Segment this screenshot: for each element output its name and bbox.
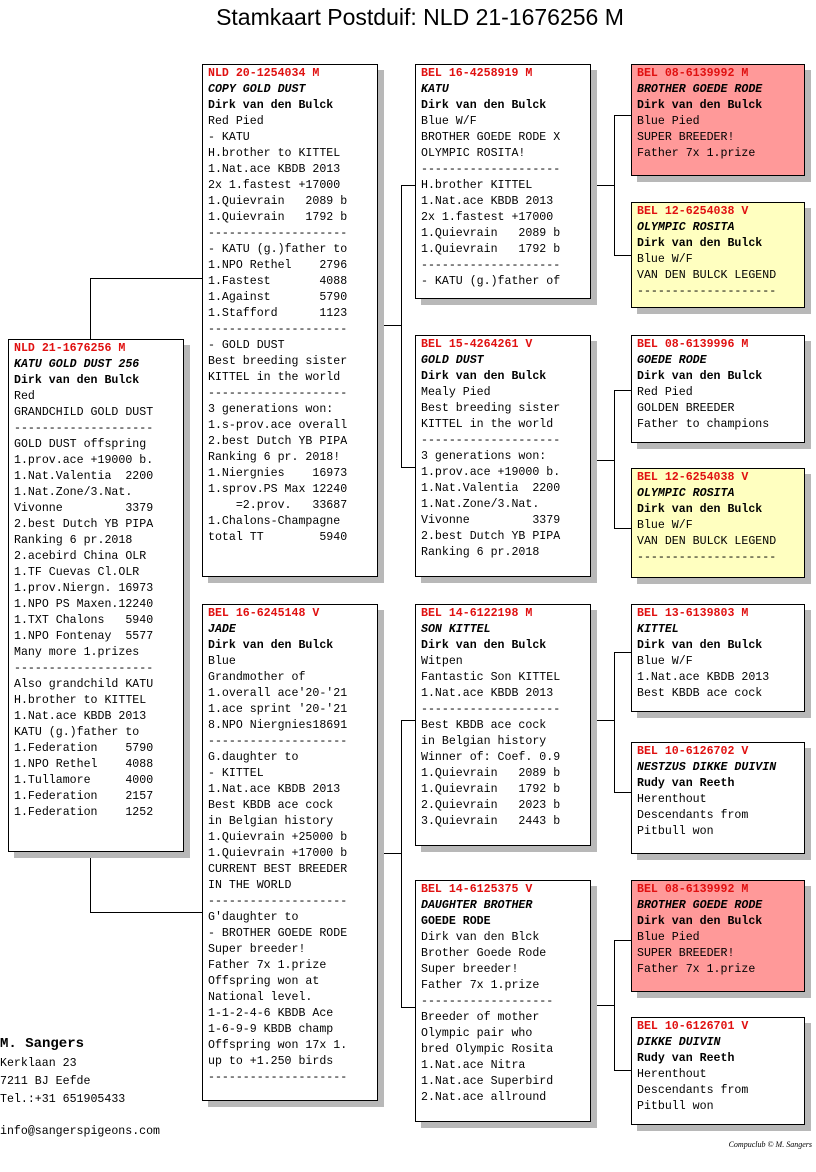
ring-number: BEL 12-6254038 V	[637, 205, 749, 218]
card-line: Descendants from	[637, 809, 749, 822]
connector-line	[614, 940, 632, 941]
card-line: H.brother to KITTEL	[208, 147, 341, 160]
pedigree-card-ssd	[631, 202, 805, 308]
card-line: 1.Nat.Zone/3.Nat.	[14, 486, 133, 499]
pedigree-card-sire	[202, 64, 378, 577]
card-line: Vivonne 3379	[421, 514, 561, 527]
card-line: 1.Quievrain 1792 b	[421, 783, 561, 796]
card-line: Ranking 6 pr.2018	[421, 546, 540, 559]
card-line: Blue W/F	[421, 115, 477, 128]
connector-line	[614, 115, 632, 116]
card-line: BROTHER GOEDE RODE X	[421, 131, 561, 144]
breeder-name: Dirk van den Bulck	[637, 915, 763, 928]
card-line: Dirk van den Blck	[421, 931, 540, 944]
card-line: Vivonne 3379	[14, 502, 154, 515]
pigeon-name: DAUGHTER BROTHER	[421, 899, 533, 912]
card-line: Best KBDB ace cock	[208, 799, 334, 812]
connector-line	[90, 912, 204, 913]
card-line: 2.acebird China OLR	[14, 550, 147, 563]
card-line: GOLDEN BREEDER	[637, 402, 735, 415]
card-line: --------------------	[421, 703, 561, 716]
breeder-name: GOEDE RODE	[421, 915, 491, 928]
card-line: 3.Quievrain 2443 b	[421, 815, 561, 828]
card-line: Also grandchild KATU	[14, 678, 154, 691]
card-line: 1.Against 5790	[208, 291, 348, 304]
pedigree-card-sss	[631, 64, 805, 176]
card-line: 1.prov.ace +19000 b.	[421, 466, 561, 479]
card-line: Father 7x 1.prize	[208, 959, 327, 972]
card-line: Breeder of mother	[421, 1011, 540, 1024]
card-line: Winner of: Coef. 0.9	[421, 751, 561, 764]
card-line: up to +1.250 birds	[208, 1055, 334, 1068]
card-line: Father 7x 1.prize	[637, 963, 756, 976]
breeder-name: Dirk van den Bulck	[637, 370, 763, 383]
card-line: Best KBDB ace cock	[637, 687, 763, 700]
pigeon-name: KATU GOLD DUST 256	[14, 358, 140, 371]
card-line: 1.s-prov.ace overall	[208, 419, 348, 432]
pedigree-card-dsd	[631, 742, 805, 854]
connector-line	[383, 853, 401, 854]
card-line: 3 generations won:	[208, 403, 334, 416]
card-line: Super breeder!	[421, 963, 519, 976]
card-line: 2.Nat.ace allround	[421, 1091, 547, 1104]
card-line: 1.Quievrain +25000 b	[208, 831, 348, 844]
card-line: Descendants from	[637, 1084, 749, 1097]
pigeon-name: GOLD DUST	[421, 354, 484, 367]
breeder-name: Dirk van den Bulck	[637, 99, 763, 112]
card-line: Red	[14, 390, 35, 403]
card-line: --------------------	[208, 323, 348, 336]
card-line: 1.Federation 1252	[14, 806, 154, 819]
card-line: Witpen	[421, 655, 463, 668]
breeder-name: Rudy van Reeth	[637, 777, 735, 790]
card-line: GOLD DUST offspring	[14, 438, 147, 451]
card-line: --------------------	[208, 387, 348, 400]
card-line: H.brother to KITTEL	[14, 694, 147, 707]
card-line: SUPER BREEDER!	[637, 947, 735, 960]
ring-number: BEL 10-6126701 V	[637, 1020, 749, 1033]
card-line: 2x 1.fastest +17000	[421, 211, 554, 224]
card-line: 1.Nat.ace Nitra	[421, 1059, 526, 1072]
owner-info	[0, 1035, 160, 1141]
card-line: 1.sprov.PS Max 12240	[208, 483, 348, 496]
pigeon-name: OLYMPIC ROSITA	[637, 487, 735, 500]
card-line: --------------------	[421, 434, 561, 447]
pigeon-name: OLYMPIC ROSITA	[637, 221, 735, 234]
pedigree-card-dss	[631, 604, 805, 712]
card-line: --------------------	[637, 285, 777, 298]
card-line: Blue W/F	[637, 253, 693, 266]
ring-number: BEL 16-6245148 V	[208, 607, 320, 620]
card-line: 1.NPO Rethel 2796	[208, 259, 348, 272]
card-line: in Belgian history	[421, 735, 547, 748]
card-line: 1.Federation 5790	[14, 742, 154, 755]
card-line: 2.best Dutch YB PIPA	[421, 530, 561, 543]
card-line: 1.Nat.ace KBDB 2013	[637, 671, 770, 684]
pigeon-name: DIKKE DUIVIN	[637, 1036, 721, 1049]
card-line: Red Pied	[208, 115, 264, 128]
connector-line	[614, 255, 632, 256]
card-line: IN THE WORLD	[208, 879, 292, 892]
card-line: OLYMPIC ROSITA!	[421, 147, 526, 160]
card-line: Blue Pied	[637, 115, 700, 128]
card-line: 1.NPO Rethel 4088	[14, 758, 154, 771]
pigeon-name: COPY GOLD DUST	[208, 83, 306, 96]
card-line: 1.Nat.Valentia 2200	[421, 482, 561, 495]
card-line: 2.Quievrain 2023 b	[421, 799, 561, 812]
pedigree-card-ddd	[631, 1017, 805, 1125]
connector-line	[401, 720, 402, 1007]
card-line: 1.Nat.ace Superbird	[421, 1075, 554, 1088]
card-line: --------------------	[208, 735, 348, 748]
card-line: Blue W/F	[637, 655, 693, 668]
card-line: 1.ace sprint '20-'21	[208, 703, 348, 716]
owner-email[interactable]: info@sangerspigeons.com	[0, 1125, 161, 1138]
ring-number: BEL 14-6125375 V	[421, 883, 533, 896]
card-line: Herenthout	[637, 793, 707, 806]
card-line: KATU (g.)father to	[14, 726, 140, 739]
card-line: 1.Quievrain 2089 b	[421, 227, 561, 240]
pedigree-card-sire-dam	[415, 335, 591, 577]
connector-line	[614, 390, 615, 528]
pigeon-name: KATU	[421, 83, 449, 96]
card-line: - KATU (g.)father of	[421, 275, 561, 288]
card-line: 1-6-9-9 KBDB champ	[208, 1023, 334, 1036]
connector-line	[90, 278, 204, 279]
ring-number: NLD 21-1676256 M	[14, 342, 126, 355]
owner-address: Kerklaan 23	[0, 1057, 77, 1070]
pigeon-name: BROTHER GOEDE RODE	[637, 899, 763, 912]
card-line: G.daughter to	[208, 751, 299, 764]
breeder-name: Dirk van den Bulck	[421, 99, 547, 112]
card-line: Pitbull won	[637, 825, 714, 838]
card-line: - KITTEL	[208, 767, 264, 780]
pedigree-card-subject	[8, 339, 184, 852]
card-line: 2.best Dutch YB PIPA	[208, 435, 348, 448]
card-line: Super breeder!	[208, 943, 306, 956]
card-line: --------------------	[421, 163, 561, 176]
ring-number: BEL 08-6139992 M	[637, 67, 749, 80]
card-line: Father 7x 1.prize	[421, 979, 540, 992]
card-line: total TT 5940	[208, 531, 348, 544]
card-line: Grandmother of	[208, 671, 306, 684]
ring-number: BEL 16-4258919 M	[421, 67, 533, 80]
card-line: --------------------	[421, 259, 561, 272]
connector-line	[614, 652, 632, 653]
card-line: 1.Quievrain 2089 b	[421, 767, 561, 780]
card-line: 1.Niergnies 16973	[208, 467, 348, 480]
card-line: 2x 1.fastest +17000	[208, 179, 341, 192]
breeder-name: Dirk van den Bulck	[208, 99, 334, 112]
card-line: -------------------	[421, 995, 554, 1008]
card-line: CURRENT BEST BREEDER	[208, 863, 348, 876]
pigeon-name: JADE	[208, 623, 236, 636]
card-line: Father 7x 1.prize	[637, 147, 756, 160]
card-line: VAN DEN BULCK LEGEND	[637, 269, 777, 282]
owner-phone: Tel.:+31 651905433	[0, 1093, 126, 1106]
ring-number: BEL 12-6254038 V	[637, 471, 749, 484]
pedigree-card-sire-sire	[415, 64, 591, 299]
card-line: Pitbull won	[637, 1100, 714, 1113]
pigeon-name: NESTZUS DIKKE DUIVIN	[637, 761, 777, 774]
card-line: 1.Nat.ace KBDB 2013	[208, 163, 341, 176]
connector-line	[383, 325, 401, 326]
breeder-name: Dirk van den Bulck	[421, 639, 547, 652]
card-line: Best breeding sister	[208, 355, 348, 368]
connector-line	[614, 528, 632, 529]
card-line: Best breeding sister	[421, 402, 561, 415]
card-line: - BROTHER GOEDE RODE	[208, 927, 348, 940]
card-line: 1.Nat.Zone/3.Nat.	[421, 498, 540, 511]
card-line: 8.NPO Niergnies18691	[208, 719, 348, 732]
card-line: Brother Goede Rode	[421, 947, 547, 960]
ring-number: NLD 20-1254034 M	[208, 67, 320, 80]
breeder-name: Dirk van den Bulck	[14, 374, 140, 387]
card-line: --------------------	[14, 422, 154, 435]
owner-name: M. Sangers	[0, 1036, 85, 1052]
ring-number: BEL 14-6122198 M	[421, 607, 533, 620]
connector-line	[614, 940, 615, 1070]
card-line: Red Pied	[637, 386, 693, 399]
card-line: --------------------	[637, 551, 777, 564]
card-line: 1.prov.Niergn. 16973	[14, 582, 154, 595]
card-line: 3 generations won:	[421, 450, 547, 463]
footer-credit: Compuclub © M. Sangers	[728, 1140, 812, 1149]
card-line: 1.Chalons-Champagne	[208, 515, 341, 528]
breeder-name: Dirk van den Bulck	[421, 370, 547, 383]
card-line: Many more 1.prizes	[14, 646, 140, 659]
owner-city: 7211 BJ Eefde	[0, 1075, 91, 1088]
breeder-name: Dirk van den Bulck	[637, 503, 763, 516]
breeder-name: Dirk van den Bulck	[208, 639, 334, 652]
card-line: Blue W/F	[637, 519, 693, 532]
connector-line	[596, 185, 614, 186]
card-line: Blue Pied	[637, 931, 700, 944]
card-line: in Belgian history	[208, 815, 334, 828]
card-line: KITTEL in the world	[421, 418, 554, 431]
pigeon-name: BROTHER GOEDE RODE	[637, 83, 763, 96]
card-line: 1.Nat.ace KBDB 2013	[14, 710, 147, 723]
card-line: 1.Federation 2157	[14, 790, 154, 803]
pedigree-card-sds	[631, 335, 805, 443]
ring-number: BEL 08-6139992 M	[637, 883, 749, 896]
card-line: Olympic pair who	[421, 1027, 533, 1040]
card-line: 1.Quievrain 1792 b	[208, 211, 348, 224]
card-line: 1.NPO Fontenay 5577	[14, 630, 154, 643]
card-line: =2.prov. 33687	[208, 499, 348, 512]
card-line: --------------------	[14, 662, 154, 675]
connector-line	[614, 1070, 632, 1071]
card-line: H.brother KITTEL	[421, 179, 533, 192]
pedigree-card-sdd	[631, 468, 805, 578]
card-line: 1.Nat.Valentia 2200	[14, 470, 154, 483]
card-line: 1.Stafford 1123	[208, 307, 348, 320]
card-line: --------------------	[208, 227, 348, 240]
card-line: 1.Quievrain 1792 b	[421, 243, 561, 256]
card-line: GRANDCHILD GOLD DUST	[14, 406, 154, 419]
connector-line	[614, 390, 632, 391]
card-line: VAN DEN BULCK LEGEND	[637, 535, 777, 548]
card-line: 1.Fastest 4088	[208, 275, 348, 288]
connector-line	[596, 720, 614, 721]
breeder-name: Rudy van Reeth	[637, 1052, 735, 1065]
card-line: National level.	[208, 991, 313, 1004]
card-line: Ranking 6 pr. 2018!	[208, 451, 341, 464]
card-line: 1.Tullamore 4000	[14, 774, 154, 787]
ring-number: BEL 10-6126702 V	[637, 745, 749, 758]
card-line: Mealy Pied	[421, 386, 491, 399]
card-line: 1.Nat.ace KBDB 2013	[421, 195, 554, 208]
card-line: KITTEL in the world	[208, 371, 341, 384]
card-line: G'daughter to	[208, 911, 299, 924]
pedigree-card-dam-dam	[415, 880, 591, 1122]
breeder-name: Dirk van den Bulck	[637, 237, 763, 250]
card-line: bred Olympic Rosita	[421, 1043, 554, 1056]
card-line: Herenthout	[637, 1068, 707, 1081]
card-line: Ranking 6 pr.2018	[14, 534, 133, 547]
pedigree-card-dam-sire	[415, 604, 591, 846]
breeder-name: Dirk van den Bulck	[637, 639, 763, 652]
card-line: 1.TF Cuevas Cl.OLR	[14, 566, 140, 579]
pedigree-card-dds	[631, 880, 805, 992]
page-title: Stamkaart Postduif: NLD 21-1676256 M	[216, 4, 624, 30]
card-line: Offspring won at	[208, 975, 320, 988]
connector-line	[614, 652, 615, 792]
card-line: 1-1-2-4-6 KBDB Ace	[208, 1007, 334, 1020]
connector-line	[90, 278, 91, 340]
connector-line	[614, 792, 632, 793]
card-line: 1.Quievrain 2089 b	[208, 195, 348, 208]
connector-line	[614, 115, 615, 255]
card-line: - KATU	[208, 131, 250, 144]
card-line: --------------------	[208, 895, 348, 908]
card-line: - GOLD DUST	[208, 339, 285, 352]
card-line: 2.best Dutch YB PIPA	[14, 518, 154, 531]
card-line: 1.prov.ace +19000 b.	[14, 454, 154, 467]
card-line: --------------------	[208, 1071, 348, 1084]
card-line: Fantastic Son KITTEL	[421, 671, 561, 684]
pedigree-card-dam	[202, 604, 378, 1101]
card-line: Offspring won 17x 1.	[208, 1039, 348, 1052]
ring-number: BEL 13-6139803 M	[637, 607, 749, 620]
card-line: Father to champions	[637, 418, 770, 431]
card-line: 1.Quievrain +17000 b	[208, 847, 348, 860]
connector-line	[596, 460, 614, 461]
card-line: 1.Nat.ace KBDB 2013	[421, 687, 554, 700]
connector-line	[90, 852, 91, 912]
card-line: Blue	[208, 655, 236, 668]
connector-line	[596, 1005, 614, 1006]
ring-number: BEL 08-6139996 M	[637, 338, 749, 351]
card-line: 1.overall ace'20-'21	[208, 687, 348, 700]
pigeon-name: SON KITTEL	[421, 623, 491, 636]
card-line: 1.TXT Chalons 5940	[14, 614, 154, 627]
card-line: SUPER BREEDER!	[637, 131, 735, 144]
card-line: Best KBDB ace cock	[421, 719, 547, 732]
pigeon-name: GOEDE RODE	[637, 354, 707, 367]
ring-number: BEL 15-4264261 V	[421, 338, 533, 351]
card-line: 1.NPO PS Maxen.12240	[14, 598, 154, 611]
card-line: - KATU (g.)father to	[208, 243, 348, 256]
connector-line	[401, 185, 402, 467]
pigeon-name: KITTEL	[637, 623, 679, 636]
card-line: 1.Nat.ace KBDB 2013	[208, 783, 341, 796]
